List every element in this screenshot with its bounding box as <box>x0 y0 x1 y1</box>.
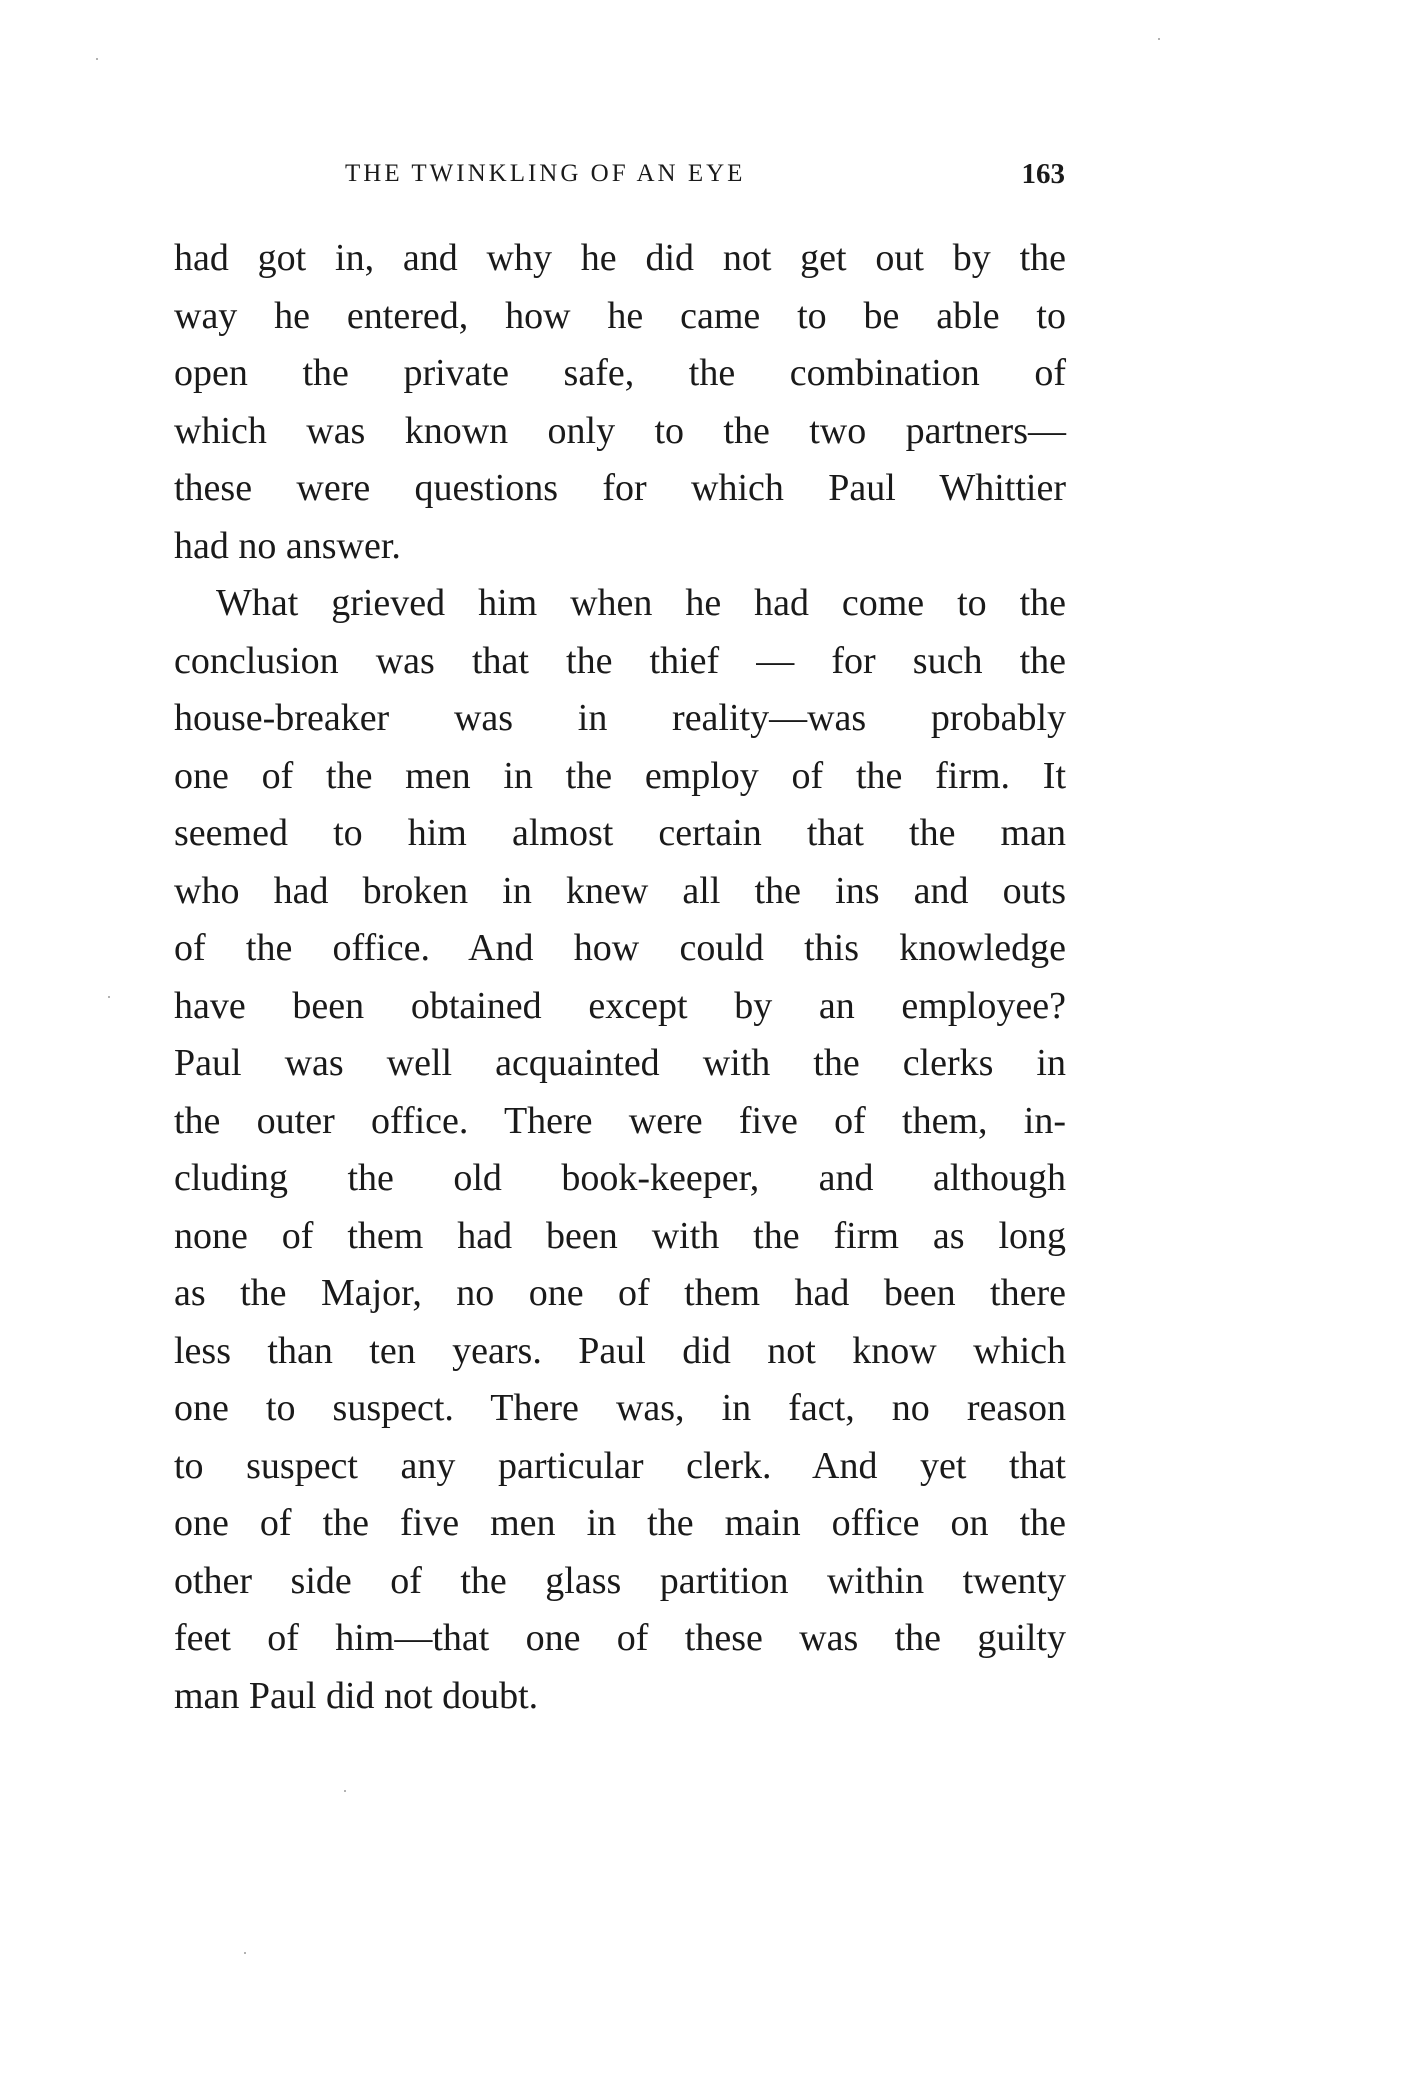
paper-speck <box>244 1952 246 1954</box>
paper-speck <box>108 996 110 998</box>
text-line: one of the men in the employ of the firm. It <box>174 754 1066 797</box>
paper-speck <box>344 1790 346 1792</box>
text-line: the outer office. There were five of them, in- <box>174 1099 1066 1142</box>
paper-speck <box>1158 38 1160 40</box>
text-line: who had broken in knew all the ins and outs <box>174 869 1066 912</box>
text-line: which was known only to the two partners— <box>174 409 1066 452</box>
body-text <box>174 230 1066 1725</box>
text-line: house-breaker was in reality—was probably <box>174 697 1066 739</box>
text-line: man Paul did not doubt. <box>174 1674 539 1717</box>
text-line: one to suspect. There was, in fact, no reason <box>174 1387 1066 1429</box>
text-line: none of them had been with the firm as long <box>174 1214 1066 1257</box>
text-line: other side of the glass partition within twenty <box>174 1559 1066 1602</box>
text-line: as the Major, no one of them had been there <box>174 1272 1066 1314</box>
text-line: have been obtained except by an employee? <box>174 984 1066 1027</box>
text-line: of the office. And how could this knowledge <box>174 927 1066 969</box>
text-line: way he entered, how he came to be able to <box>174 294 1066 337</box>
text-line: What grieved him when he had come to the <box>216 582 1066 624</box>
running-head <box>345 152 1065 196</box>
text-line: had no answer. <box>174 524 401 567</box>
text-line: had got in, and why he did not get out by the <box>174 237 1066 279</box>
paragraph-2 <box>174 575 1066 1725</box>
text-line: to suspect any particular clerk. And yet that <box>174 1444 1066 1487</box>
text-line: feet of him—that one of these was the guilty <box>174 1617 1066 1659</box>
page-number: 163 <box>1021 158 1065 190</box>
text-line: open the private safe, the combination of <box>174 352 1066 394</box>
text-line: conclusion was that the thief — for such the <box>174 639 1066 682</box>
text-line: these were questions for which Paul Whittier <box>174 467 1066 509</box>
text-line: cluding the old book-keeper, and although <box>174 1157 1066 1199</box>
paper-speck <box>96 58 98 60</box>
text-line: seemed to him almost certain that the man <box>174 812 1066 854</box>
running-title: THE TWINKLING OF AN EYE <box>345 160 746 187</box>
text-line: Paul was well acquainted with the clerks in <box>174 1042 1066 1084</box>
text-line: less than ten years. Paul did not know which <box>174 1329 1066 1372</box>
text-line: one of the five men in the main office on the <box>174 1502 1066 1544</box>
paragraph-1 <box>174 230 1066 575</box>
